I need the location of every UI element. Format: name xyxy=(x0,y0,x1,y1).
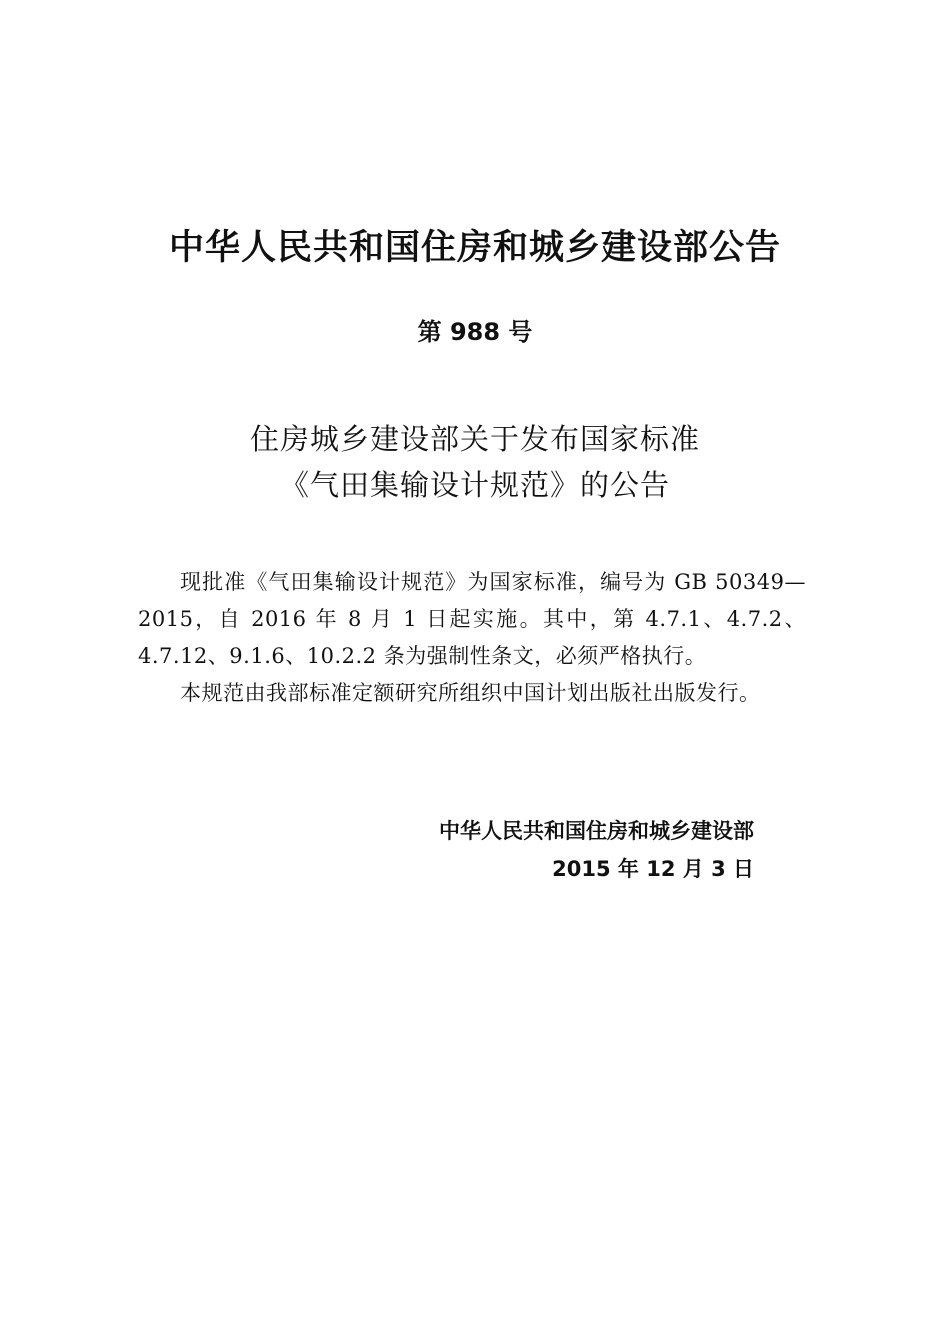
subtitle-line-1: 住房城乡建设部关于发布国家标准 xyxy=(249,422,700,456)
body-paragraph-2: 本规范由我部标准定额研究所组织中国计划出版社出版发行。 xyxy=(180,681,761,705)
announcement-body xyxy=(138,564,806,712)
announcement-number: 第 988 号 xyxy=(417,318,533,346)
signature-organization: 中华人民共和国住房和城乡建设部 xyxy=(439,819,754,843)
issuer-title: 中华人民共和国住房和城乡建设部公告 xyxy=(168,228,781,268)
subtitle-line-2: 《气田集输设计规范》的公告 xyxy=(279,468,670,502)
signature-block xyxy=(439,812,754,888)
body-paragraph-1: 现批准《气田集输设计规范》为国家标准，编号为 GB 50349—2015，自 2016 年 8 月 1 日起实施。其中，第 4.7.1、4.7.2、4.7.12、9.1.6、10.2.2 条为强制性条文，必须严格执行。 xyxy=(138,570,806,668)
announcement-subtitle xyxy=(0,416,950,508)
signature-date: 2015 年 12 月 3 日 xyxy=(552,857,754,881)
